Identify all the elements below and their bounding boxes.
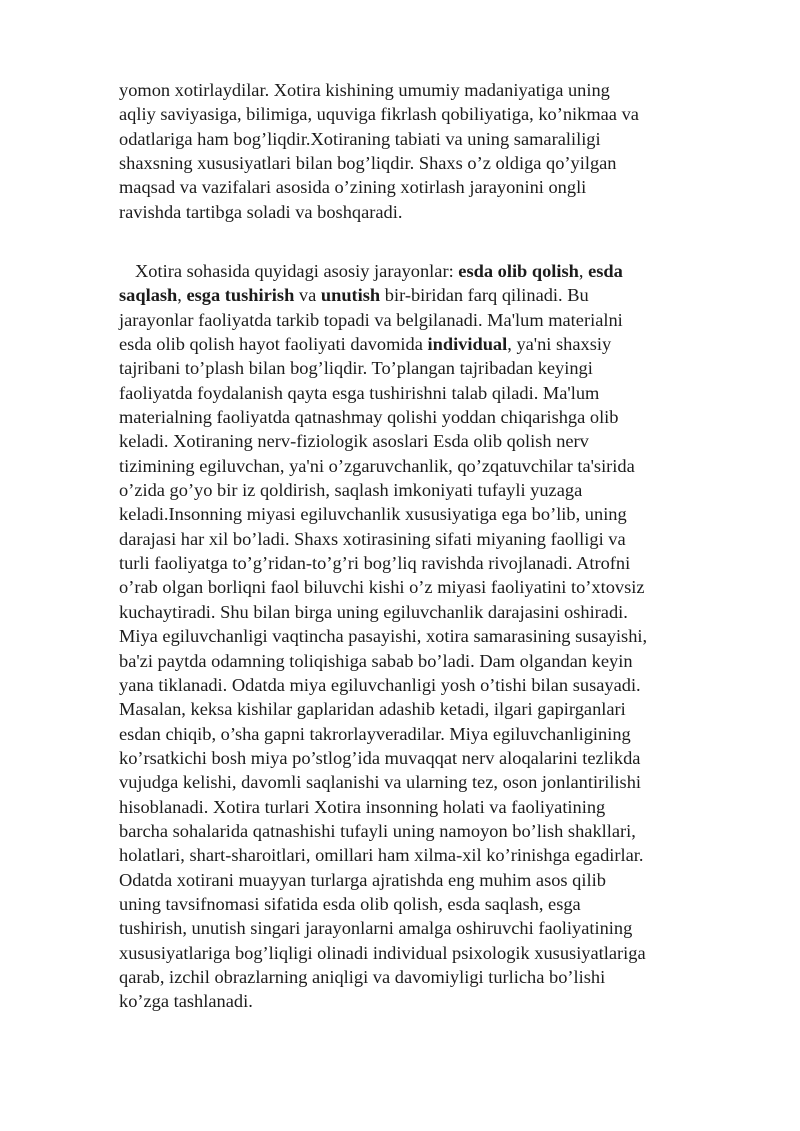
text-line: darajasi har xil bo’ladi. Shaxs xotirasining sifati miyaning faolligi va — [119, 528, 626, 549]
text-line: tizimining egiluvchan, ya'ni o’zgaruvchanlik, qo’zqatuvchilar ta'sirida — [119, 455, 635, 476]
bold-term-individual: individual — [427, 334, 508, 355]
text-line: uning tavsifnomasi sifatida esda olib qolish, esda saqlash, esga — [119, 893, 581, 914]
text-line: maqsad va vazifalari asosida o’zining xotirlash jarayonini ongli — [119, 177, 587, 198]
text-line: jarayonlar faoliyatda tarkib topadi va belgilanadi. Ma'lum materialni — [119, 309, 623, 330]
text-line: esdan chiqib, o’sha gapni takrorlayveradilar. Miya egiluvchanligining — [119, 723, 631, 744]
text-line: Odatda xotirani muayyan turlarga ajratishda eng muhim asos qilib — [119, 869, 606, 890]
bold-term-recalling: esga tushirish — [186, 285, 295, 306]
text-run: , — [578, 261, 589, 281]
text-line: ravishda tartibga soladi va boshqaradi. — [119, 201, 403, 222]
text-line — [119, 332, 739, 356]
text-line: xususiyatlariga bog’liqligi olinadi individual psixologik xususiyatlariga — [119, 942, 646, 963]
text-line: tushirish, unutish singari jarayonlarni amalga oshiruvchi faoliyatining — [119, 918, 633, 939]
text-line: qarab, izchil obrazlarning aniqligi va davomiyligi turlicha bo’lishi — [119, 966, 606, 987]
text-line: yomon xotirlaydilar. Xotira kishining umumiy madaniyatiga uning — [119, 80, 610, 100]
text-line: keladi. Xotiraning nerv-fiziologik asoslari Esda olib qolish nerv — [119, 431, 589, 452]
text-line: holatlari, shart-sharoitlari, omillari ham xilma-xil ko’rinishga egadirlar. — [119, 845, 644, 866]
paragraph-memory-processes — [119, 259, 739, 1014]
text-line: ko’rsatkichi bosh miya po’stlog’ida muvaqqat nerv aloqalarini tezlikda — [119, 747, 641, 768]
text-run: Xotira sohasida quyidagi asosiy jarayonlar: — [135, 261, 459, 281]
text-line: vujudga kelishi, davomli saqlanishi va ularning tez, oson jonlantirilishi — [119, 772, 642, 793]
text-run: , — [177, 285, 187, 306]
text-line: tajribani to’plash bilan bog’liqdir. To’plangan tajribadan keyingi — [119, 358, 593, 379]
text-line: ba'zi paytda odamning toliqishiga sabab bo’ladi. Dam olgandan keyin — [119, 650, 633, 671]
bold-term-memorizing: esda olib qolish — [458, 261, 579, 281]
text-line: o’rab olgan borliqni faol biluvchi kishi o’z miyasi faoliyatini to’xtovsiz — [119, 577, 645, 598]
text-run: , ya'ni shaxsiy — [507, 334, 612, 355]
bold-term-retaining-part: esda — [588, 261, 623, 281]
text-line: kuchaytiradi. Shu bilan birga uning egiluvchanlik darajasini oshiradi. — [119, 601, 628, 622]
text-line — [119, 283, 739, 307]
text-line: Miya egiluvchanligi vaqtincha pasayishi, xotira samarasining susayishi, — [119, 626, 648, 647]
text-line: keladi.Insonning miyasi egiluvchanlik xususiyatiga ega bo’lib, uning — [119, 504, 627, 525]
text-line — [119, 259, 739, 283]
bold-term-retaining-part: saqlash — [119, 285, 178, 306]
text-line: materialning faoliyatda qatnashmay qolishi yoddan chiqarishga olib — [119, 407, 619, 428]
text-line: barcha sohalarida qatnashishi tufayli uning namoyon bo’lish shakllari, — [119, 820, 636, 841]
bold-term-forgetting: unutish — [320, 285, 381, 306]
text-line: faoliyatda foydalanish qayta esga tushirishni talab qiladi. Ma'lum — [119, 382, 600, 403]
text-run: bir-biridan farq qilinadi. Bu — [380, 285, 589, 306]
text-line: o’zida go’yo bir iz qoldirish, saqlash imkoniyati tufayli yuzaga — [119, 480, 583, 501]
text-line: shaxsning xususiyatlari bilan bog’liqdir. Shaxs o’z oldiga qo’yilgan — [119, 153, 617, 174]
paragraph-memory-culture — [119, 78, 739, 224]
text-line: turli faoliyatga to’g’ridan-to’g’ri bog’liq ravishda rivojlanadi. Atrofni — [119, 553, 631, 574]
text-line: Masalan, keksa kishilar gaplaridan adashib ketadi, ilgari gapirganlari — [119, 699, 626, 720]
text-line: odatlariga ham bog’liqdir.Xotiraning tabiati va uning samaraliligi — [119, 128, 601, 149]
text-run: esda olib qolish hayot faoliyati davomida — [119, 334, 428, 355]
text-line: yana tiklanadi. Odatda miya egiluvchanligi yosh o’tishi bilan susayadi. — [119, 674, 641, 695]
text-run: va — [294, 285, 321, 306]
text-line: hisoblanadi. Xotira turlari Xotira insonning holati va faoliyatining — [119, 796, 606, 817]
text-line: ko’zga tashlanadi. — [119, 991, 253, 1012]
text-line: aqliy saviyasiga, bilimiga, uquviga fikrlash qobiliyatiga, ko’nikmaa va — [119, 104, 639, 125]
